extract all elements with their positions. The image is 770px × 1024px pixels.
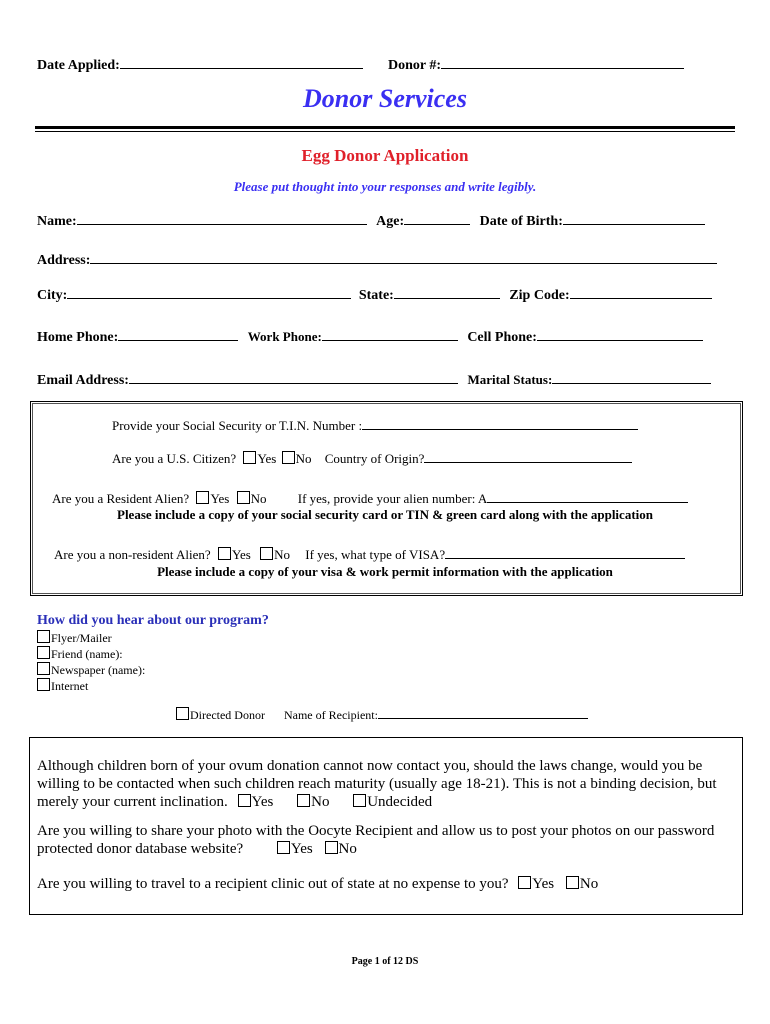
name-label: Name: bbox=[37, 214, 77, 229]
alien-number-input[interactable] bbox=[487, 490, 688, 503]
contact-undecided-checkbox[interactable] bbox=[353, 794, 366, 807]
date-applied-field bbox=[37, 56, 363, 74]
dob-input[interactable] bbox=[563, 212, 705, 225]
travel-no-label: No bbox=[579, 876, 599, 892]
photo-question-block bbox=[37, 822, 737, 858]
resident-no-checkbox[interactable] bbox=[237, 491, 250, 504]
internet-label: Internet bbox=[51, 679, 89, 693]
state-input[interactable] bbox=[394, 286, 500, 299]
date-applied-label: Date Applied: bbox=[37, 58, 120, 73]
form-instruction: Please put thought into your responses and write legibly. bbox=[233, 179, 537, 194]
phone-row bbox=[37, 328, 703, 346]
ssn-label: Provide your Social Security or T.I.N. Number : bbox=[112, 418, 363, 433]
referral-option-friend bbox=[37, 646, 123, 662]
nonresident-no-checkbox[interactable] bbox=[260, 547, 273, 560]
newspaper-label: Newspaper (name): bbox=[51, 663, 146, 677]
directed-donor-checkbox[interactable] bbox=[176, 707, 189, 720]
citizen-no-label: No bbox=[295, 451, 312, 466]
name-row bbox=[37, 212, 705, 230]
title-rule-thick bbox=[35, 126, 735, 129]
flyer-label: Flyer/Mailer bbox=[51, 631, 112, 645]
photo-yes-label: Yes bbox=[290, 841, 313, 857]
address-label: Address: bbox=[37, 253, 91, 268]
travel-question: Are you willing to travel to a recipient clinic out of state at no expense to you? bbox=[37, 876, 509, 892]
email-input[interactable] bbox=[129, 371, 458, 384]
work-phone-label: Work Phone: bbox=[247, 329, 322, 344]
alien-number-label: If yes, provide your alien number: A bbox=[297, 491, 488, 506]
contact-undecided-label: Undecided bbox=[367, 794, 433, 810]
country-label: Country of Origin? bbox=[324, 451, 425, 466]
resident-row bbox=[52, 490, 688, 507]
referral-option-flyer bbox=[37, 630, 112, 646]
donor-number-label: Donor #: bbox=[388, 58, 442, 73]
email-row bbox=[37, 371, 711, 389]
recipient-input[interactable] bbox=[378, 706, 588, 719]
work-phone-input[interactable] bbox=[322, 328, 458, 341]
nonresident-question: Are you a non-resident Alien? bbox=[54, 547, 211, 562]
resident-yes-label: Yes bbox=[210, 491, 230, 506]
citizen-row bbox=[112, 450, 632, 467]
travel-no-checkbox[interactable] bbox=[566, 876, 579, 889]
donor-number-input[interactable] bbox=[441, 56, 684, 69]
city-row bbox=[37, 286, 712, 304]
state-label: State: bbox=[358, 288, 394, 303]
referral-question: How did you hear about our program? bbox=[37, 613, 269, 628]
home-phone-label: Home Phone: bbox=[37, 330, 119, 345]
age-input[interactable] bbox=[404, 212, 470, 225]
citizen-no-checkbox[interactable] bbox=[282, 451, 295, 464]
resident-yes-checkbox[interactable] bbox=[196, 491, 209, 504]
directed-donor-label: Directed Donor bbox=[190, 708, 265, 722]
directed-donor-row bbox=[176, 706, 588, 723]
photo-question: Are you willing to share your photo with the Oocyte Recipient and allow us to post your photos on our password protected donor database website? bbox=[37, 823, 715, 857]
newspaper-checkbox[interactable] bbox=[37, 662, 50, 675]
page-title: Donor Services bbox=[303, 84, 467, 113]
zip-label: Zip Code: bbox=[509, 288, 570, 303]
contact-question-block bbox=[37, 757, 737, 811]
resident-note: Please include a copy of your social security card or TIN & green card along with the application bbox=[117, 507, 653, 522]
nonresident-yes-label: Yes bbox=[231, 547, 251, 562]
country-input[interactable] bbox=[424, 450, 632, 463]
friend-checkbox[interactable] bbox=[37, 646, 50, 659]
nonresident-row bbox=[54, 546, 685, 563]
travel-question-block bbox=[37, 876, 598, 893]
contact-yes-checkbox[interactable] bbox=[238, 794, 251, 807]
address-row bbox=[37, 251, 717, 269]
contact-no-label: No bbox=[311, 794, 330, 810]
photo-no-label: No bbox=[338, 841, 357, 857]
nonresident-yes-checkbox[interactable] bbox=[218, 547, 231, 560]
name-input[interactable] bbox=[77, 212, 367, 225]
contact-question: Although children born of your ovum donation cannot now contact you, should the laws change, would you be willing to be contacted when such children reach maturity (usually age 18-21). This is not a binding decision, but merely your current inclination. bbox=[37, 758, 717, 810]
zip-input[interactable] bbox=[570, 286, 712, 299]
travel-yes-checkbox[interactable] bbox=[518, 876, 531, 889]
nonresident-note: Please include a copy of your visa & work permit information with the application bbox=[157, 564, 613, 579]
cell-phone-input[interactable] bbox=[537, 328, 703, 341]
contact-yes-label: Yes bbox=[251, 794, 274, 810]
recipient-label: Name of Recipient: bbox=[283, 708, 378, 722]
photo-no-checkbox[interactable] bbox=[325, 841, 338, 854]
contact-no-checkbox[interactable] bbox=[297, 794, 310, 807]
city-label: City: bbox=[37, 288, 68, 303]
friend-label: Friend (name): bbox=[51, 647, 123, 661]
dob-label: Date of Birth: bbox=[479, 214, 563, 229]
nonresident-no-label: No bbox=[274, 547, 290, 562]
form-subtitle: Egg Donor Application bbox=[301, 146, 469, 165]
citizen-question: Are you a U.S. Citizen? bbox=[112, 451, 237, 466]
referral-option-internet bbox=[37, 678, 88, 694]
page-footer: Page 1 of 12 DS bbox=[351, 956, 419, 967]
citizen-yes-checkbox[interactable] bbox=[243, 451, 256, 464]
citizen-yes-label: Yes bbox=[257, 451, 277, 466]
age-label: Age: bbox=[376, 214, 405, 229]
cell-phone-label: Cell Phone: bbox=[467, 330, 537, 345]
donor-number-field bbox=[388, 56, 684, 74]
title-rule-thin bbox=[35, 131, 735, 132]
resident-no-label: No bbox=[250, 491, 267, 506]
home-phone-input[interactable] bbox=[118, 328, 238, 341]
email-label: Email Address: bbox=[37, 373, 129, 388]
city-input[interactable] bbox=[67, 286, 351, 299]
visa-label: If yes, what type of VISA? bbox=[305, 547, 446, 562]
photo-yes-checkbox[interactable] bbox=[277, 841, 290, 854]
marital-input[interactable] bbox=[552, 371, 711, 384]
address-input[interactable] bbox=[90, 251, 717, 264]
marital-label: Marital Status: bbox=[467, 372, 553, 387]
internet-checkbox[interactable] bbox=[37, 678, 50, 691]
flyer-checkbox[interactable] bbox=[37, 630, 50, 643]
ssn-row bbox=[112, 417, 638, 434]
ssn-input[interactable] bbox=[362, 417, 638, 430]
travel-yes-label: Yes bbox=[532, 876, 555, 892]
date-applied-input[interactable] bbox=[120, 56, 363, 69]
resident-question: Are you a Resident Alien? bbox=[52, 491, 190, 506]
visa-input[interactable] bbox=[445, 546, 685, 559]
referral-option-newspaper bbox=[37, 662, 145, 678]
